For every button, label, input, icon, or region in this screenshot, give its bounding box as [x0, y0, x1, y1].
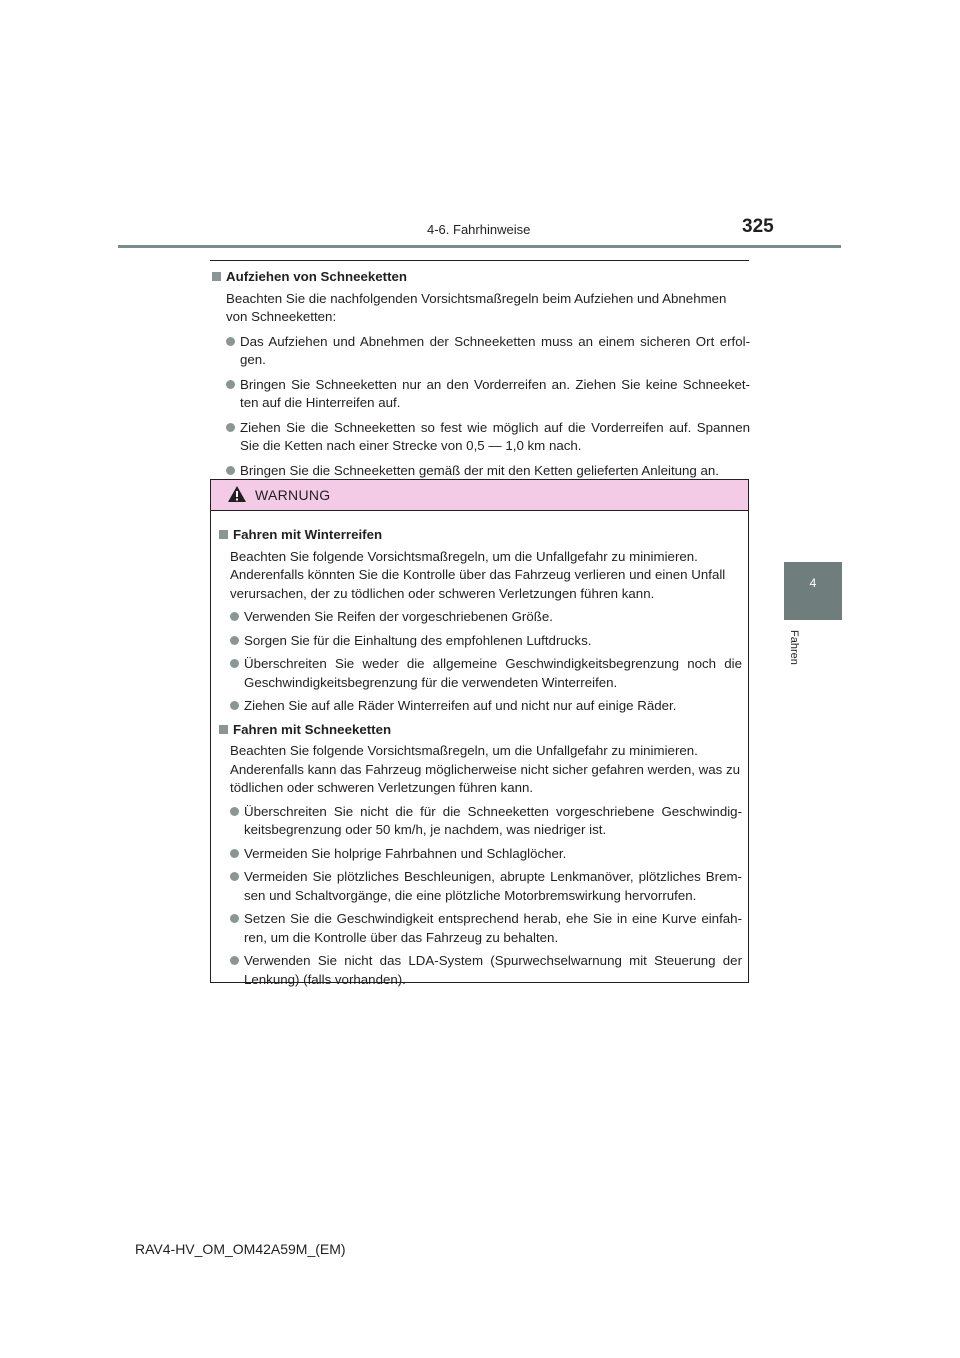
list-item: Das Aufziehen und Abnehmen der Schneeketten muss an einem sicheren Ort erfol-gen.	[226, 333, 750, 370]
warning-header	[211, 480, 748, 511]
chapter-tab	[784, 562, 842, 620]
round-bullet-icon	[226, 380, 235, 389]
round-bullet-icon	[226, 337, 235, 346]
list-item: Setzen Sie die Geschwindigkeit entsprechend herab, ehe Sie in eine Kurve einfah-ren, um die Kontrolle über das Fahrzeug zu behalten.	[230, 910, 742, 947]
list-item: Ziehen Sie die Schneeketten so fest wie möglich auf die Vorderreifen auf. Spannen Sie die Ketten nach einer Strecke von 0,5 — 1,0 km nach.	[226, 419, 750, 456]
round-bullet-icon	[230, 659, 239, 668]
chapter-tab-label: Fahren	[788, 630, 800, 665]
warning-title: WARNUNG	[255, 487, 331, 503]
warning-box	[210, 479, 749, 987]
round-bullet-icon	[230, 636, 239, 645]
round-bullet-icon	[230, 701, 239, 710]
round-bullet-icon	[230, 849, 239, 858]
warning-section-text: Beachten Sie folgende Vorsichtsmaßregeln, um die Unfallgefahr zu minimieren. Anderenfalls könnten Sie die Kontrolle über das Fahrzeug verlieren und einen Unfall verursachen, der zu tödlichen oder schweren Verletzungen führen kann.	[230, 548, 726, 601]
round-bullet-icon	[226, 466, 235, 475]
round-bullet-icon	[230, 807, 239, 816]
warning-triangle-icon	[227, 485, 247, 503]
list-item: Vermeiden Sie plötzliches Beschleunigen, abrupte Lenkmanöver, plötzliches Brem-sen und Schaltvorgänge, die eine plötzliche Motorbremswirkung hervorrufen.	[230, 868, 742, 905]
list-item: Bringen Sie Schneeketten nur an den Vorderreifen an. Ziehen Sie keine Schneeket-ten auf die Hinterreifen auf.	[226, 376, 750, 413]
square-bullet-icon	[219, 725, 228, 734]
list-item: Überschreiten Sie weder die allgemeine Geschwindigkeitsbegrenzung noch die Geschwindigkeitsbegrenzung für die verwendeten Winterreifen.	[230, 655, 742, 692]
page-number: 325	[742, 216, 774, 237]
section-heading-text: Aufziehen von Schneeketten	[226, 269, 408, 284]
square-bullet-icon	[219, 530, 228, 539]
list-item: Verwenden Sie Reifen der vorgeschriebenen Größe.	[230, 608, 742, 627]
warning-section-heading-text: Fahren mit Winterreifen	[233, 527, 383, 542]
warning-section-heading	[217, 526, 742, 545]
warning-section-text: Beachten Sie folgende Vorsichtsmaßregeln, um die Unfallgefahr zu minimieren. Anderenfalls kann das Fahrzeug möglicherweise nicht sicher gefahren werden, was zu tödlichen oder schweren Verletzungen führen kann.	[230, 743, 740, 795]
square-bullet-icon	[212, 272, 221, 281]
list-item: Verwenden Sie nicht das LDA-System (Spurwechselwarnung mit Steuerung der Lenkung) (falls vorhanden).	[230, 952, 742, 989]
content-top-rule	[210, 260, 749, 261]
section-heading	[210, 268, 750, 287]
list-item: Ziehen Sie auf alle Räder Winterreifen auf und nicht nur auf einige Räder.	[230, 697, 742, 716]
chapter-tab-number: 4	[809, 576, 817, 590]
warning-body	[211, 511, 748, 989]
warning-section-heading-text: Fahren mit Schneeketten	[233, 721, 392, 737]
list-item: Vermeiden Sie holprige Fahrbahnen und Schlaglöcher.	[230, 845, 742, 864]
header-section-title: 4-6. Fahrhinweise	[427, 222, 531, 237]
snow-chain-section	[210, 268, 750, 480]
round-bullet-icon	[230, 914, 239, 923]
round-bullet-icon	[230, 872, 239, 881]
list-item: Sorgen Sie für die Einhaltung des empfohlenen Luftdrucks.	[230, 632, 742, 651]
section-intro: Beachten Sie die nachfolgenden Vorsichtsmaßregeln beim Aufziehen und Abnehmen von Schneeketten:	[226, 290, 727, 324]
list-item: Bringen Sie die Schneeketten gemäß der mit den Ketten gelieferten Anleitung an.	[226, 462, 750, 481]
footer-doc-code: RAV4-HV_OM_OM42A59M_(EM)	[135, 1241, 346, 1257]
list-item: Überschreiten Sie nicht die für die Schneeketten vorgeschriebene Geschwindig-keitsbegrenzung oder 50 km/h, je nachdem, was niedriger ist.	[230, 803, 742, 840]
round-bullet-icon	[230, 612, 239, 621]
round-bullet-icon	[226, 423, 235, 432]
round-bullet-icon	[230, 956, 239, 965]
header-rule	[118, 245, 841, 248]
warning-section-heading	[217, 721, 742, 740]
